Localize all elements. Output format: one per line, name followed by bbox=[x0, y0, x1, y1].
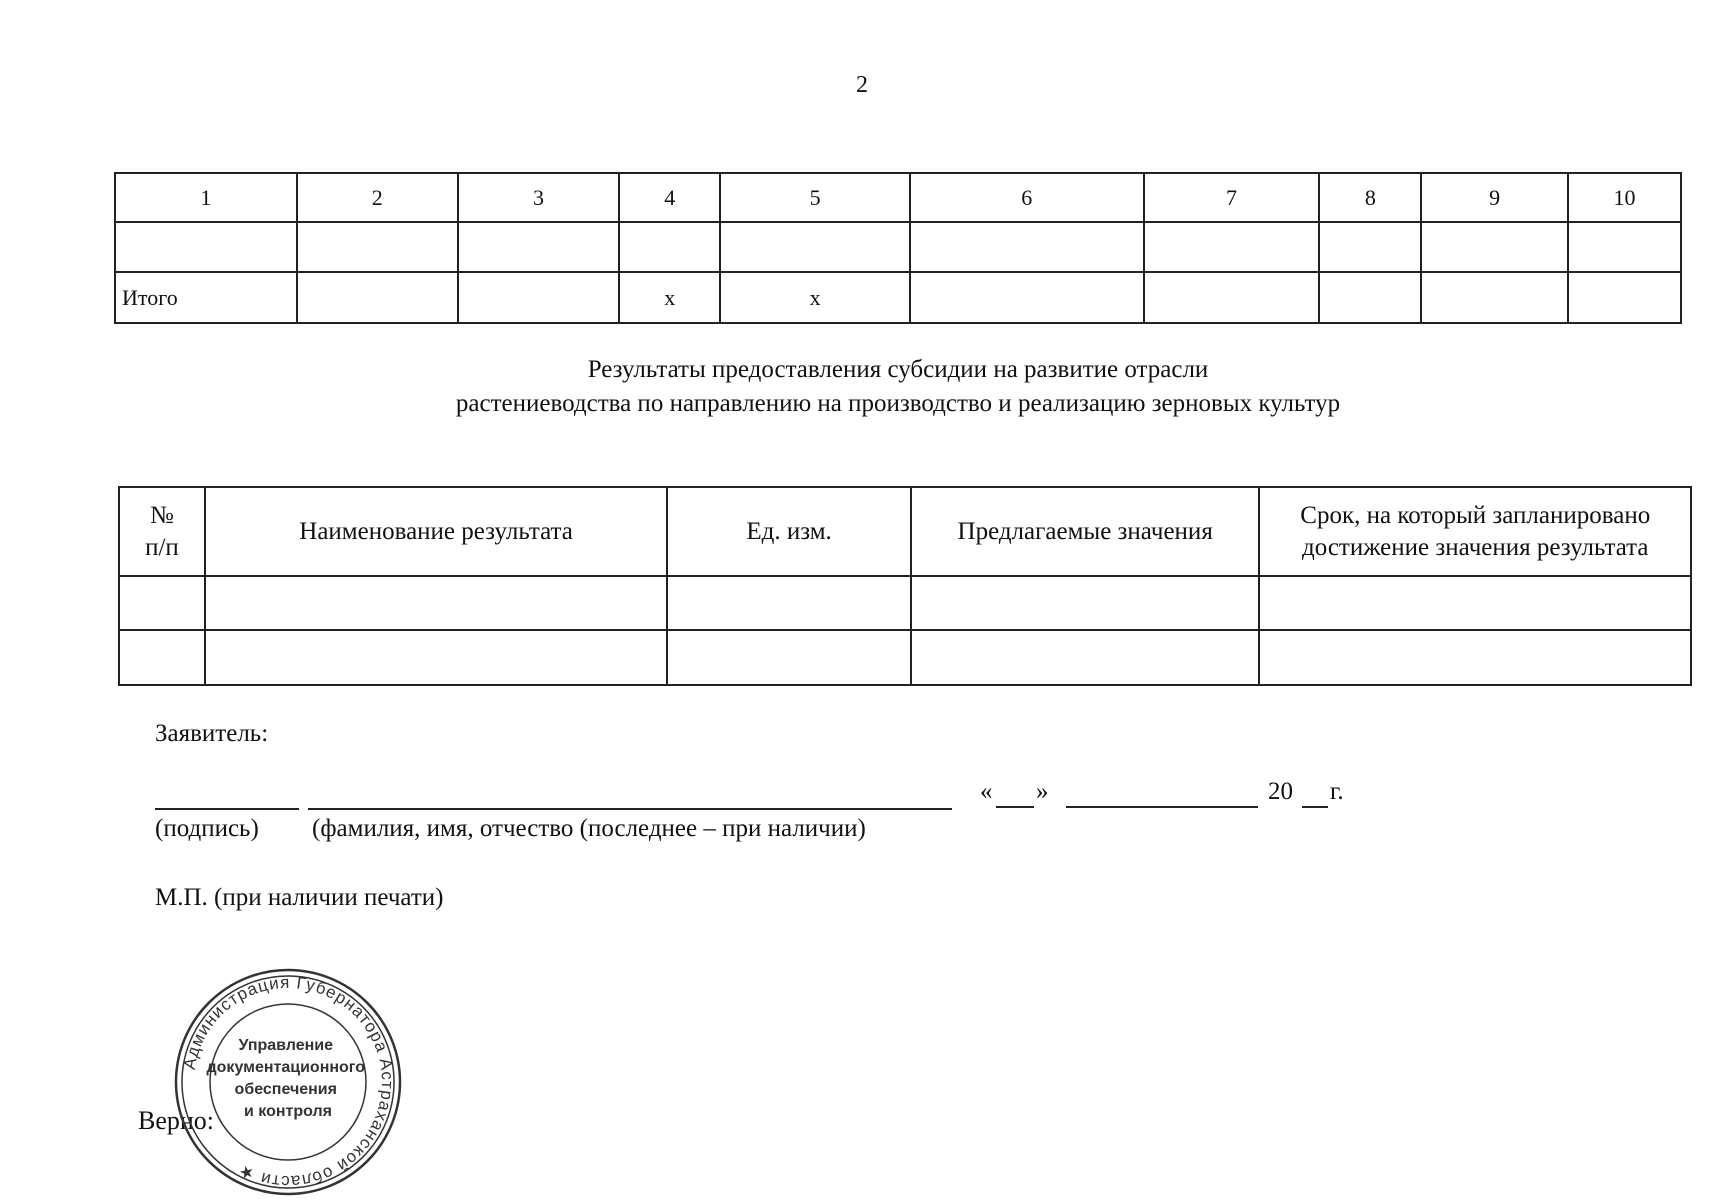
signature-caption: (подпись) bbox=[155, 815, 259, 842]
table-header-row bbox=[115, 173, 1681, 222]
table-cell bbox=[1568, 272, 1681, 323]
section-title bbox=[114, 353, 1682, 421]
table-cell bbox=[205, 630, 667, 685]
total-label: Итого bbox=[115, 272, 297, 323]
header-deadline-line: достижение значения результата bbox=[1301, 533, 1649, 561]
results-table bbox=[118, 486, 1692, 686]
column-number: 9 bbox=[1421, 173, 1568, 222]
header-unit: Ед. изм. bbox=[667, 487, 911, 576]
column-number: 7 bbox=[1144, 173, 1320, 222]
column-number: 5 bbox=[720, 173, 910, 222]
table-cell bbox=[667, 630, 911, 685]
table-cell bbox=[720, 222, 910, 272]
header-number-line: п/п bbox=[145, 533, 179, 561]
table-cell bbox=[119, 630, 205, 685]
section-title-line: растениеводства по направлению на производство и реализацию зерновых культур bbox=[455, 390, 1341, 417]
header-number bbox=[119, 487, 205, 576]
section-title-line: Результаты предоставления субсидии на развитие отрасли bbox=[587, 356, 1209, 383]
table-cell bbox=[119, 576, 205, 630]
date-year-suffix: г. bbox=[1330, 778, 1344, 805]
fio-line bbox=[308, 808, 952, 810]
table-cell bbox=[1568, 222, 1681, 272]
table-row bbox=[115, 222, 1681, 272]
column-number: 8 bbox=[1319, 173, 1421, 222]
date-month-line bbox=[1066, 806, 1258, 808]
table-cell bbox=[297, 222, 458, 272]
header-number-line: № bbox=[150, 501, 174, 529]
date-open-quote: « bbox=[980, 778, 993, 805]
table-cell bbox=[297, 272, 458, 323]
column-number: 4 bbox=[619, 173, 720, 222]
header-deadline-line: Срок, на который запланировано bbox=[1300, 501, 1651, 529]
table-row bbox=[119, 630, 1691, 685]
fio-caption: (фамилия, имя, отчество (последнее – при наличии) bbox=[312, 815, 866, 842]
column-number: 2 bbox=[297, 173, 458, 222]
table-cell bbox=[458, 222, 620, 272]
table-cell bbox=[1259, 576, 1691, 630]
table-cell bbox=[1259, 630, 1691, 685]
table-cell bbox=[911, 630, 1260, 685]
table-cell bbox=[911, 576, 1260, 630]
table-cell: x bbox=[619, 272, 720, 323]
column-number: 6 bbox=[910, 173, 1144, 222]
summary-table bbox=[114, 172, 1682, 324]
table-cell bbox=[1319, 272, 1421, 323]
table-cell: x bbox=[720, 272, 910, 323]
column-number: 10 bbox=[1568, 173, 1681, 222]
header-deadline bbox=[1259, 487, 1691, 576]
table-cell bbox=[619, 222, 720, 272]
table-cell bbox=[1319, 222, 1421, 272]
date-day-line bbox=[996, 806, 1034, 808]
date-year-prefix: 20 bbox=[1268, 778, 1293, 805]
header-result-name: Наименование результата bbox=[205, 487, 667, 576]
table-cell bbox=[910, 222, 1144, 272]
svg-text:Администрация Губернатора Астр: Администрация Губернатора Астраханской области ★ bbox=[179, 972, 398, 1192]
table-cell bbox=[1421, 272, 1568, 323]
svg-text:Управление документационно: Управление документационного обеспечения и контроля bbox=[206, 1037, 366, 1120]
table-cell bbox=[1144, 272, 1320, 323]
applicant-label: Заявитель: bbox=[155, 720, 269, 747]
table-cell bbox=[1144, 222, 1320, 272]
total-row bbox=[115, 272, 1681, 323]
stamp-note: М.П. (при наличии печати) bbox=[155, 884, 444, 911]
column-number: 3 bbox=[458, 173, 620, 222]
signature-line bbox=[155, 808, 299, 810]
column-number: 1 bbox=[115, 173, 297, 222]
table-cell bbox=[910, 272, 1144, 323]
date-year-line bbox=[1302, 806, 1328, 808]
table-cell bbox=[667, 576, 911, 630]
page-number: 2 bbox=[856, 72, 868, 98]
table-row bbox=[119, 576, 1691, 630]
table-cell bbox=[1421, 222, 1568, 272]
header-proposed-values: Предлагаемые значения bbox=[911, 487, 1260, 576]
table-cell bbox=[458, 272, 620, 323]
official-stamp bbox=[172, 966, 404, 1198]
date-close-quote: » bbox=[1036, 778, 1049, 805]
verno-label: Верно: bbox=[138, 1106, 215, 1135]
table-cell bbox=[205, 576, 667, 630]
table-cell bbox=[115, 222, 297, 272]
table-header-row bbox=[119, 487, 1691, 576]
